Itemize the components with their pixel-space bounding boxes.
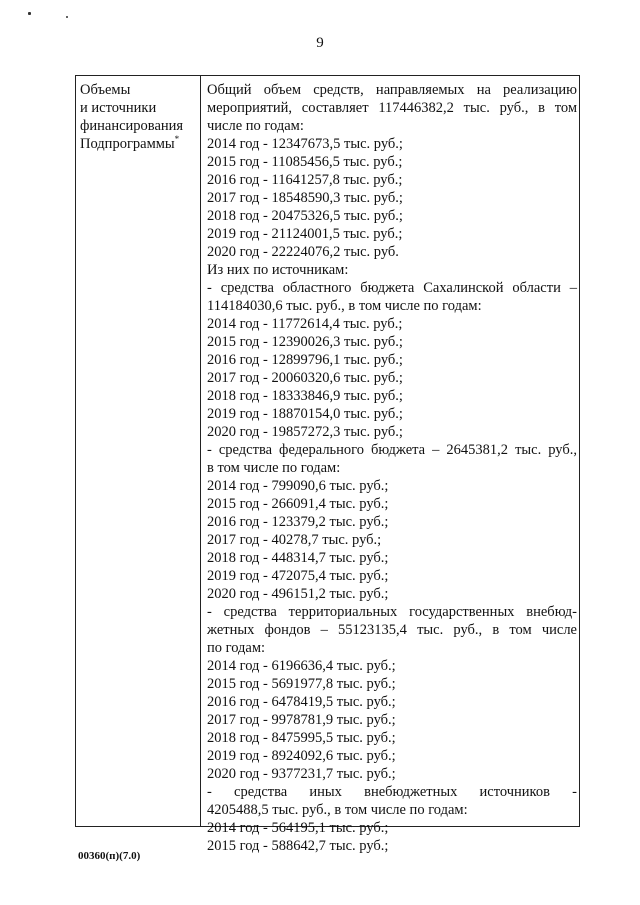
year-amount-line: 2020 год - 496151,2 тыс. руб.; — [207, 586, 389, 602]
year-amount-line: 2019 год - 21124001,5 тыс. руб.; — [207, 226, 403, 242]
year-amount-line: 2015 год - 5691977,8 тыс. руб.; — [207, 676, 396, 692]
year-amount-line: 2020 год - 22224076,2 тыс. руб. — [207, 244, 399, 260]
label-text: Подпрограммы — [80, 136, 175, 152]
year-amount-line: 2015 год - 11085456,5 тыс. руб.; — [207, 154, 403, 170]
text-line: - средства областного бюджета Сахалинской области – — [207, 280, 577, 296]
scan-speck — [66, 16, 68, 18]
year-amount-line: 2019 год - 472075,4 тыс. руб.; — [207, 568, 389, 584]
text-line: - средства иных внебюджетных источников - — [207, 784, 577, 800]
funding-text — [207, 81, 577, 855]
sources-heading: Из них по источникам: — [207, 262, 349, 278]
text-line: мероприятий, составляет 117446382,2 тыс. руб., в том — [207, 100, 577, 116]
year-amount-line: 2018 год - 20475326,5 тыс. руб.; — [207, 208, 403, 224]
text-line: 4205488,5 тыс. руб., в том числе по годам: — [207, 802, 468, 818]
year-amount-line: 2014 год - 564195,1 тыс. руб.; — [207, 820, 389, 836]
year-amount-line: 2015 год - 12390026,3 тыс. руб.; — [207, 334, 403, 350]
text-line: Общий объем средств, направляемых на реализацию — [207, 82, 577, 98]
funding-table — [75, 75, 580, 854]
year-amount-line: 2020 год - 19857272,3 тыс. руб.; — [207, 424, 403, 440]
year-amount-line: 2015 год - 266091,4 тыс. руб.; — [207, 496, 389, 512]
label-line: и источники — [80, 100, 157, 116]
year-amount-line: 2016 год - 11641257,8 тыс. руб.; — [207, 172, 403, 188]
year-amount-line: 2015 год - 588642,7 тыс. руб.; — [207, 838, 389, 854]
year-amount-line: 2018 год - 8475995,5 тыс. руб.; — [207, 730, 396, 746]
year-amount-line: 2014 год - 12347673,5 тыс. руб.; — [207, 136, 403, 152]
year-amount-line: 2014 год - 799090,6 тыс. руб.; — [207, 478, 389, 494]
text-line: в том числе по годам: — [207, 460, 341, 476]
text-line: 114184030,6 тыс. руб., в том числе по годам: — [207, 298, 482, 314]
page-number: 9 — [316, 35, 324, 51]
year-amount-line: 2017 год - 20060320,6 тыс. руб.; — [207, 370, 403, 386]
year-amount-line: 2017 год - 18548590,3 тыс. руб.; — [207, 190, 403, 206]
year-amount-line: 2019 год - 18870154,0 тыс. руб.; — [207, 406, 403, 422]
text-line: - средства территориальных государственных внебюд- — [207, 604, 577, 620]
year-amount-line: 2014 год - 11772614,4 тыс. руб.; — [207, 316, 403, 332]
year-amount-line: 2018 год - 448314,7 тыс. руб.; — [207, 550, 389, 566]
year-amount-line: 2017 год - 9978781,9 тыс. руб.; — [207, 712, 396, 728]
year-amount-line: 2020 год - 9377231,7 тыс. руб.; — [207, 766, 396, 782]
label-line: финансирования — [80, 118, 184, 134]
label-line — [80, 135, 200, 153]
funding-label-cell — [76, 76, 201, 826]
scan-speck — [28, 12, 31, 15]
year-amount-line: 2017 год - 40278,7 тыс. руб.; — [207, 532, 382, 548]
text-line: по годам: — [207, 640, 266, 656]
text-line: числе по годам: — [207, 118, 304, 134]
year-amount-line: 2016 год - 123379,2 тыс. руб.; — [207, 514, 389, 530]
footnote-asterisk: * — [174, 134, 180, 145]
text-line: жетных фондов – 55123135,4 тыс. руб., в том числе — [207, 622, 577, 638]
document-code: 00360(п)(7.0) — [78, 850, 141, 862]
year-amount-line: 2014 год - 6196636,4 тыс. руб.; — [207, 658, 396, 674]
label-line: Объемы — [80, 82, 131, 98]
year-amount-line: 2016 год - 12899796,1 тыс. руб.; — [207, 352, 403, 368]
year-amount-line: 2016 год - 6478419,5 тыс. руб.; — [207, 694, 396, 710]
year-amount-line: 2019 год - 8924092,6 тыс. руб.; — [207, 748, 396, 764]
funding-content-cell — [201, 76, 579, 854]
text-line: - средства федерального бюджета – 2645381,2 тыс. руб., — [207, 442, 577, 458]
year-amount-line: 2018 год - 18333846,9 тыс. руб.; — [207, 388, 403, 404]
